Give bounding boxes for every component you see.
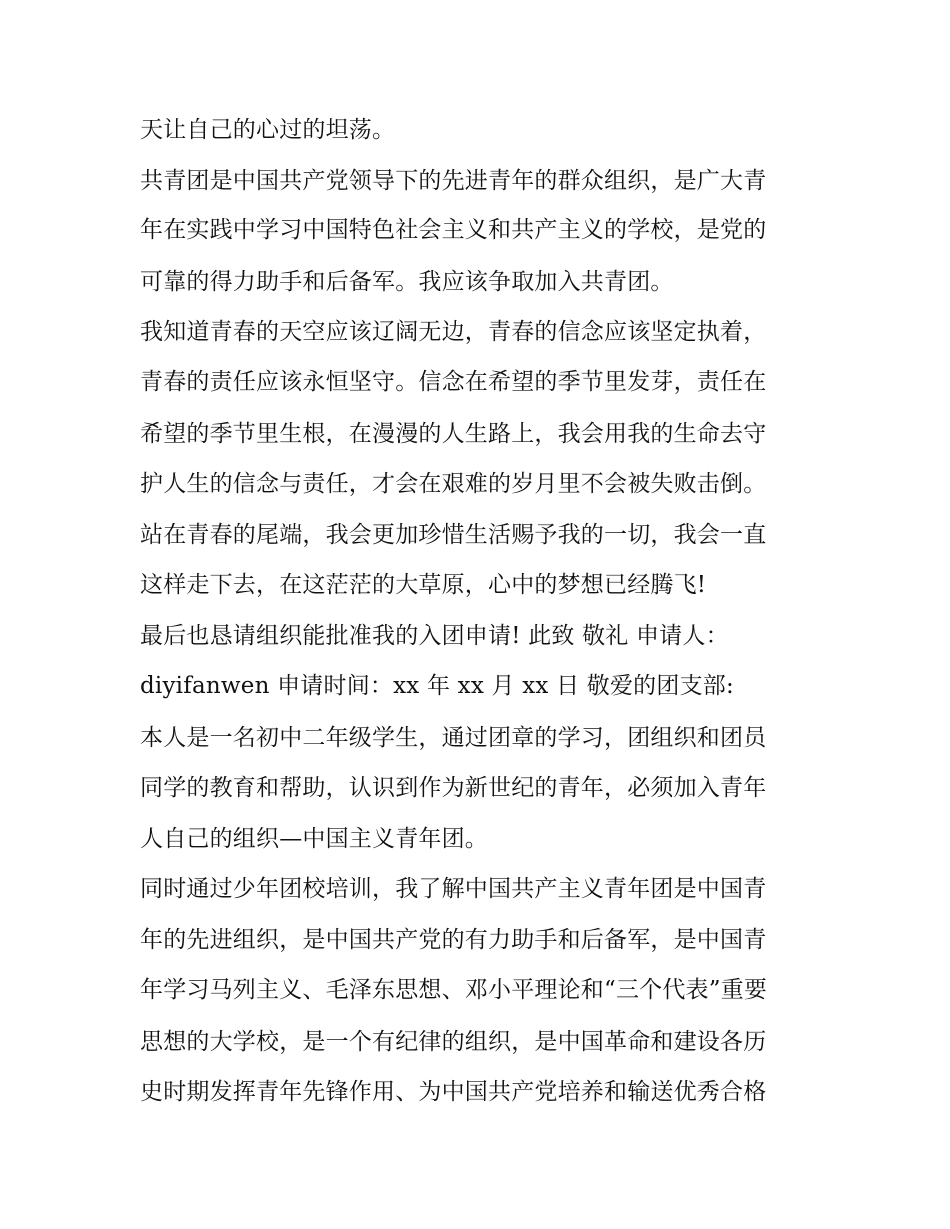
text-line: 同时通过少年团校培训，我了解中国共产主义青年团是中国青 bbox=[140, 876, 767, 902]
text-line: 共青团是中国共产党领导下的先进青年的群众组织，是广大青 bbox=[140, 168, 767, 194]
text-line: 青春的责任应该永恒坚守。信念在希望的季节里发芽，责任在 bbox=[140, 369, 767, 395]
text-line: diyifanwen 申请时间：xx 年 xx 月 xx 日 敬爱的团支部: bbox=[140, 673, 734, 699]
text-line: 年的先进组织，是中国共产党的有力助手和后备军，是中国青 bbox=[140, 927, 767, 953]
text-line: 站在青春的尾端，我会更加珍惜生活赐予我的一切，我会一直 bbox=[140, 522, 767, 548]
text-line: 同学的教育和帮助，认识到作为新世纪的青年，必须加入青年 bbox=[140, 775, 767, 801]
text-line: 史时期发挥青年先锋作用、为中国共产党培养和输送优秀合格 bbox=[140, 1079, 767, 1105]
text-line: 最后也恳请组织能批准我的入团申请! 此致 敬礼 申请人： bbox=[140, 623, 729, 649]
text-line: 年在实践中学习中国特色社会主义和共产主义的学校，是党的 bbox=[140, 217, 767, 243]
text-line: 年学习马列主义、毛泽东思想、邓小平理论和“三个代表”重要 bbox=[140, 977, 768, 1003]
text-line: 人自己的组织—中国主义青年团。 bbox=[140, 826, 488, 852]
text-line: 我知道青春的天空应该辽阔无边，青春的信念应该坚定执着， bbox=[140, 319, 767, 345]
text-line: 希望的季节里生根，在漫漫的人生路上，我会用我的生命去守 bbox=[140, 421, 767, 447]
text-line: 可靠的得力助手和后备军。我应该争取加入共青团。 bbox=[140, 269, 674, 295]
text-line: 这样走下去，在这茫茫的大草原，心中的梦想已经腾飞! bbox=[140, 572, 707, 598]
text-line: 护人生的信念与责任，才会在艰难的岁月里不会被失败击倒。 bbox=[140, 471, 767, 497]
text-line: 天让自己的心过的坦荡。 bbox=[140, 117, 396, 143]
text-line: 思想的大学校，是一个有纪律的组织，是中国革命和建设各历 bbox=[140, 1029, 767, 1055]
text-line: 本人是一名初中二年级学生，通过团章的学习，团组织和团员 bbox=[140, 725, 767, 751]
